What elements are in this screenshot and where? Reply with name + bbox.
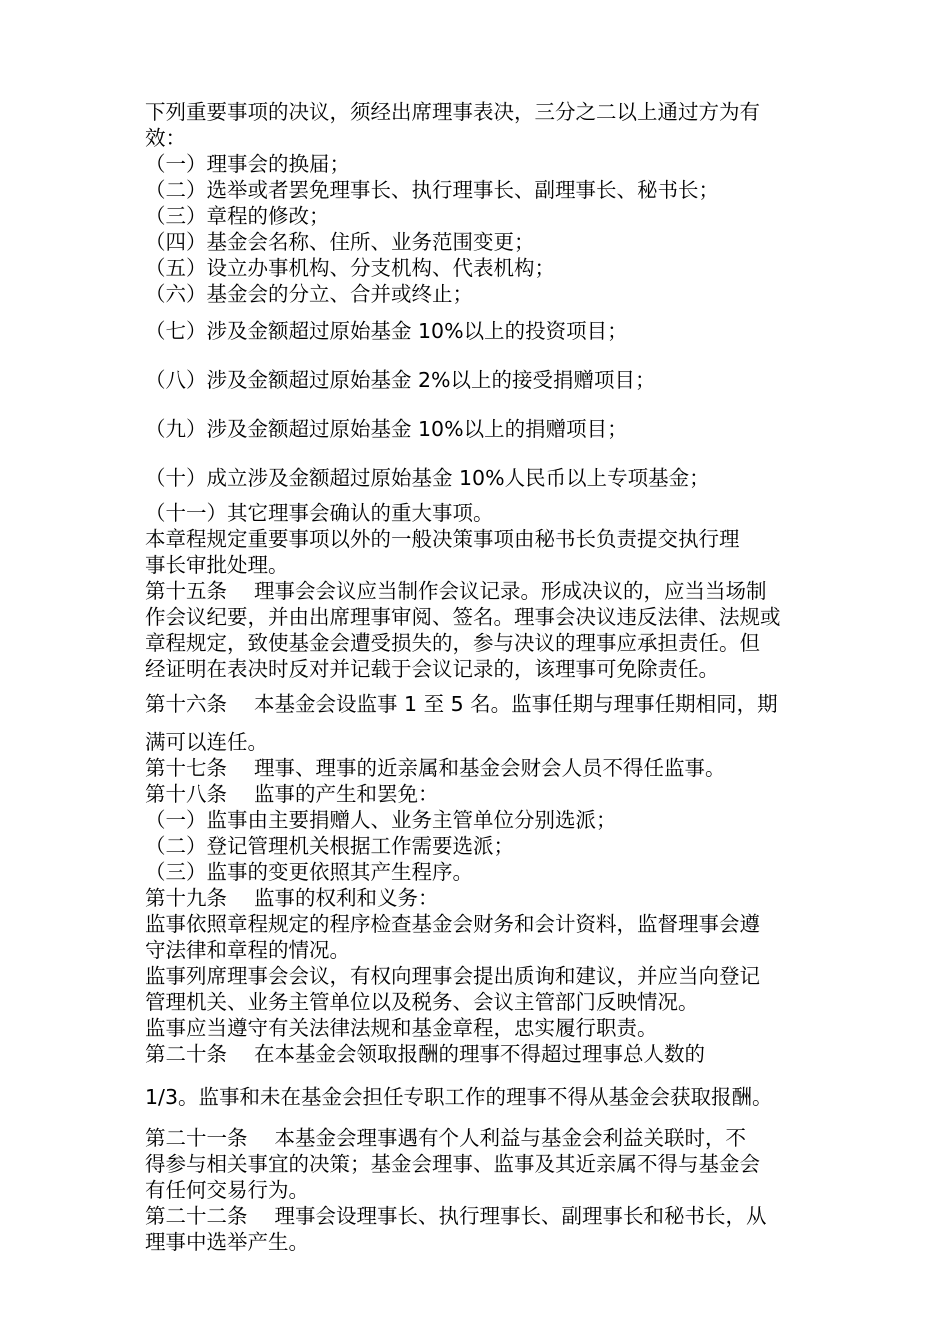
text-line: （八）涉及金额超过原始基金 2%以上的接受捐赠项目； <box>145 368 656 392</box>
text-line: （一）监事由主要捐赠人、业务主管单位分别选派； <box>145 808 617 832</box>
text-line: 第十七条 理事、理事的近亲属和基金会财会人员不得任监事。 <box>145 756 726 780</box>
text-line: 守法律和章程的情况。 <box>145 938 350 962</box>
text-line: （五）设立办事机构、分支机构、代表机构； <box>145 256 555 280</box>
text-line: 满可以连任。 <box>145 730 268 754</box>
text-line: 监事列席理事会会议，有权向理事会提出质询和建议，并应当向登记 <box>145 964 760 988</box>
text-line: （七）涉及金额超过原始基金 10%以上的投资项目； <box>145 319 628 343</box>
text-line: （六）基金会的分立、合并或终止； <box>145 282 473 306</box>
text-line: 有任何交易行为。 <box>145 1178 309 1202</box>
text-line: 管理机关、业务主管单位以及税务、会议主管部门反映情况。 <box>145 990 699 1014</box>
text-line: （十一）其它理事会确认的重大事项。 <box>145 501 494 525</box>
text-line: 得参与相关事宜的决策；基金会理事、监事及其近亲属不得与基金会 <box>145 1152 760 1176</box>
text-line: 效： <box>145 126 186 150</box>
text-line: 第二十一条 本基金会理事遇有个人利益与基金会利益关联时，不 <box>145 1126 747 1150</box>
text-line: 章程规定，致使基金会遭受损失的，参与决议的理事应承担责任。但 <box>145 631 760 655</box>
text-line: （三）监事的变更依照其产生程序。 <box>145 860 473 884</box>
text-line: 经证明在表决时反对并记载于会议记录的，该理事可免除责任。 <box>145 657 719 681</box>
text-line: 下列重要事项的决议，须经出席理事表决，三分之二以上通过方为有 <box>145 100 760 124</box>
text-line: 监事依照章程规定的程序检查基金会财务和会计资料，监督理事会遵 <box>145 912 760 936</box>
text-line: （一）理事会的换届； <box>145 152 350 176</box>
text-line: 第十六条 本基金会设监事 1 至 5 名。监事任期与理事任期相同，期 <box>145 692 778 716</box>
text-line: 第十五条 理事会会议应当制作会议记录。形成决议的，应当当场制 <box>145 579 767 603</box>
text-line: （二）登记管理机关根据工作需要选派； <box>145 834 514 858</box>
text-line: （十）成立涉及金额超过原始基金 10%人民币以上专项基金； <box>145 466 710 490</box>
text-line: 事长审批处理。 <box>145 553 289 577</box>
text-line: 监事应当遵守有关法律法规和基金章程，忠实履行职责。 <box>145 1016 658 1040</box>
text-line: （二）选举或者罢免理事长、执行理事长、副理事长、秘书长； <box>145 178 719 202</box>
text-line: 理事中选举产生。 <box>145 1230 309 1254</box>
text-line: 本章程规定重要事项以外的一般决策事项由秘书长负责提交执行理 <box>145 527 740 551</box>
text-line: （四）基金会名称、住所、业务范围变更； <box>145 230 535 254</box>
text-line: 第十九条 监事的权利和义务： <box>145 886 439 910</box>
text-line: 第十八条 监事的产生和罢免： <box>145 782 439 806</box>
text-line: （三）章程的修改； <box>145 204 330 228</box>
text-line: 1/3。监事和未在基金会担任专职工作的理事不得从基金会获取报酬。 <box>145 1085 773 1109</box>
text-line: 第二十条 在本基金会领取报酬的理事不得超过理事总人数的 <box>145 1042 706 1066</box>
text-line: （九）涉及金额超过原始基金 10%以上的捐赠项目； <box>145 417 628 441</box>
text-line: 第二十二条 理事会设理事长、执行理事长、副理事长和秘书长，从 <box>145 1204 767 1228</box>
text-line: 作会议纪要，并由出席理事审阅、签名。理事会决议违反法律、法规或 <box>145 605 781 629</box>
